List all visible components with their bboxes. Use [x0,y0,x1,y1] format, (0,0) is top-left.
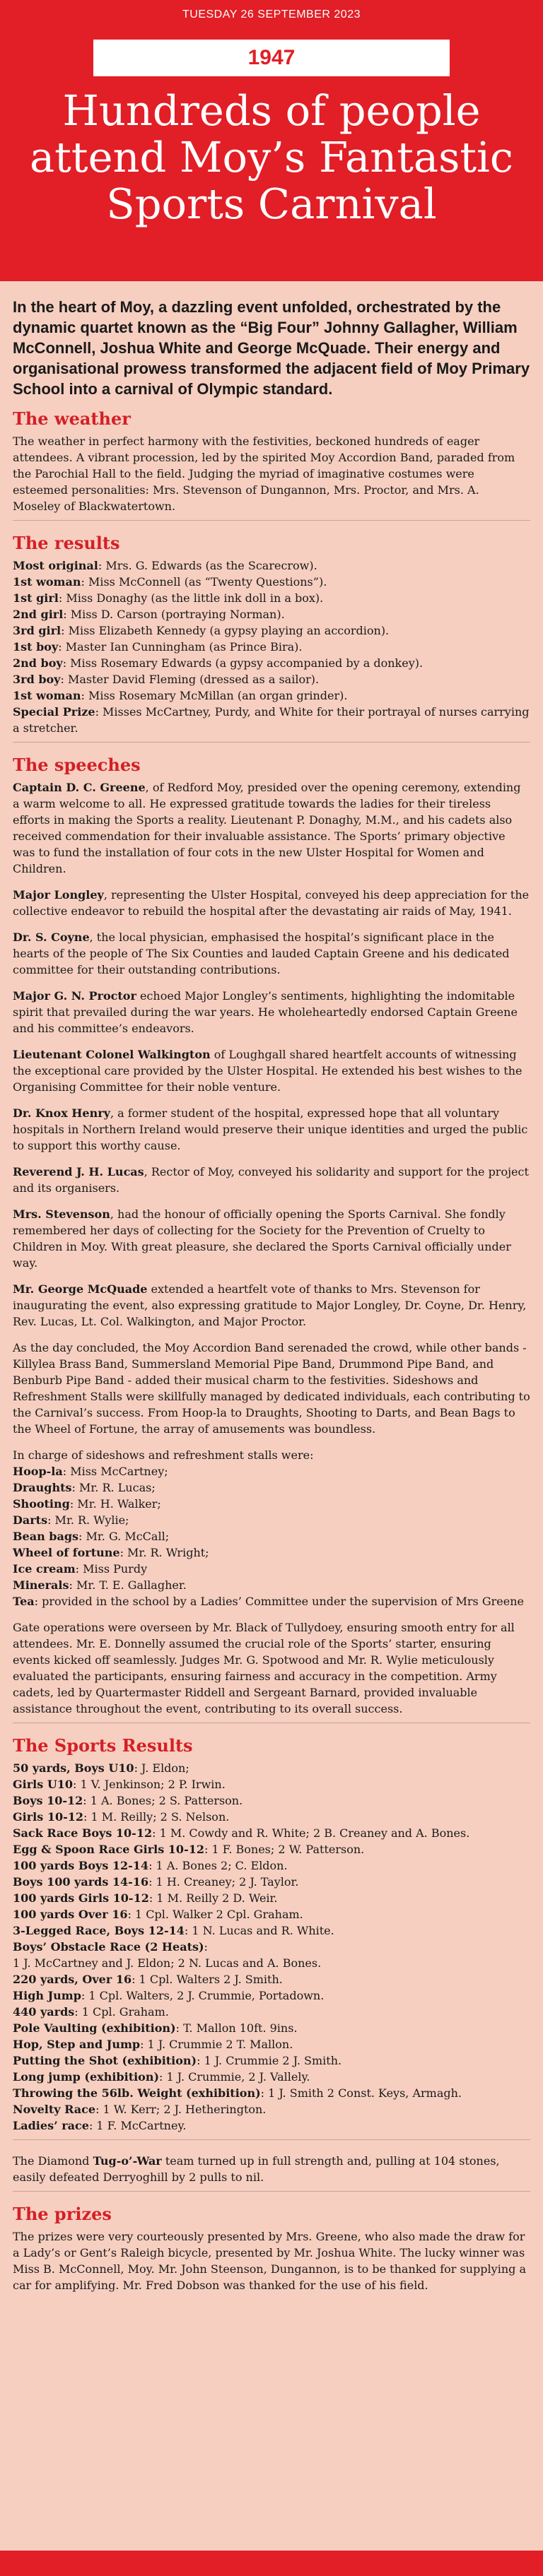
speaker-name: Major G. N. Proctor [13,989,136,1003]
stall-row-value: : Miss Purdy [75,1562,148,1576]
sport-result-row-value: : 1 M. Reilly; 2 S. Nelson. [83,1810,230,1824]
stall-row [13,1561,530,1577]
year-badge [93,40,450,76]
sport-result-row [13,1987,530,2004]
stall-row [13,1577,530,1593]
sport-result-row-label: Boys 10-12 [13,1794,83,1807]
speech-paragraph [13,929,530,978]
stall-row [13,1544,530,1561]
tug-pre: The Diamond [13,2154,93,2168]
headline: Hundreds of people attend Moy’s Fantastic Sports Carnival [30,86,513,228]
sport-result-row [13,1776,530,1792]
sport-result-row [13,1809,530,1825]
sport-result-row-value: : [204,1940,208,1954]
sport-result-row-value: : 1 H. Creaney; 2 J. Taylor. [148,1875,299,1889]
stall-row-value: : provided in the school by a Ladies’ Committee under the supervision of Mrs Greene [34,1595,524,1608]
speech-text: , of Redford Moy, presided over the opening ceremony, extending a warm welcome to all. He expressed gratitude towards the ladies for their tireless efforts in making the Sports a reality. Lieutenant P. Donaghy, M.M., and his cadets also received commendation for their invaluable assistance. The Sports’ primary objective was to fund the installation of four cots in the new Ulster Hospital for Women and Children. [13,781,521,875]
sport-result-row-label: Boys 100 yards 14-16 [13,1875,149,1889]
speaker-name: Reverend J. H. Lucas [13,1165,144,1178]
sport-result-row-label: Novelty Race [13,2103,96,2116]
year-label: 1947 [247,46,296,69]
sport-result-row [13,1890,530,1906]
footer-bar [0,2551,543,2576]
stall-row-label: Wheel of fortune [13,1546,120,1559]
result-row-value: : Miss D. Carson (portraying Norman). [63,608,285,621]
tug-paragraph [13,2153,530,2185]
stall-row-label: Ice cream [13,1562,76,1576]
sport-result-row-label: High Jump [13,1989,81,2002]
speech-text: echoed Major Longley’s sentiments, highlighting the indomitable spirit that prevailed during the war years. He wholeheartedly endorsed Captain Greene and his committee’s endeavors. [13,989,518,1035]
speech-text: , Rector of Moy, conveyed his solidarity and support for the project and its organisers. [13,1165,529,1195]
sport-result-row [13,1906,530,1922]
sport-result-row-label: Long jump (exhibition) [13,2070,160,2084]
speech-text: , had the honour of officially opening the Sports Carnival. She fondly remembered her days of collecting for the Society for the Prevention of Cruelty to Children in Moy. With great pleasure, she declared the Sports Carnival officially under way. [13,1207,511,1270]
sport-result-row-label: Girls 10-12 [13,1810,83,1824]
sport-result-row-label: 100 yards Boys 12-14 [13,1859,149,1872]
stall-row [13,1528,530,1544]
stall-row-value: : Mr. R. Wright; [119,1546,209,1559]
stall-row-label: Bean bags [13,1530,79,1543]
stall-row [13,1479,530,1496]
result-row-label: 3rd girl [13,624,62,637]
result-row [13,606,530,622]
sport-result-row-value: : T. Mallon 10ft. 9ins. [175,2021,298,2035]
article-content [13,297,530,2312]
sport-result-row-value: : 1 Cpl. Walters 2 J. Smith. [132,1973,283,1986]
speech-paragraph [13,1340,530,1437]
sport-result-row-value: : 1 W. Kerr; 2 J. Hetherington. [95,2103,267,2116]
stall-row-label: Hoop-la [13,1465,63,1478]
result-row-value: : Master David Fleming (dressed as a sailor). [60,673,320,686]
stalls-intro: In charge of sideshows and refreshment stalls were: [13,1448,314,1462]
sport-result-row-value: : 1 Cpl. Graham. [74,2005,169,2019]
stall-row-value: : Mr. R. Wylie; [47,1513,129,1527]
stall-row-value: : Miss McCartney; [62,1465,168,1478]
sport-result-row [13,1922,530,1939]
sport-result-row-value: : 1 N. Lucas and R. White. [184,1924,334,1937]
result-row [13,639,530,655]
tug-bold: Tug-o’-War [93,2154,162,2168]
stalls-block [13,1447,530,1609]
speech-list [13,779,530,1437]
stall-row-value: : Mr. T. E. Gallagher. [69,1578,187,1592]
speech-text: , a former student of the hospital, expressed hope that all voluntary hospitals in Northern Ireland would preserve their unique identities and urged the public to support this worthy cause. [13,1106,528,1152]
sport-result-row-label: Boys’ Obstacle Race (2 Heats) [13,1940,204,1954]
sport-result-row [13,1955,530,1971]
speech-paragraph [13,887,530,919]
sport-result-row-value: : 1 Cpl. Walker 2 Cpl. Graham. [127,1908,303,1921]
result-row [13,687,530,704]
speech-text: , the local physician, emphasised the hospital’s significant place in the hearts of the people of The Six Counties and lauded Captain Greene and his dedicated committee for their outstanding contributions. [13,930,510,976]
sport-result-row-label: Hop, Step and Jump [13,2038,141,2051]
result-row-label: 3rd boy [13,673,61,686]
stalls-list [13,1463,530,1609]
intro-paragraph: In the heart of Moy, a dazzling event unfolded, orchestrated by the dynamic quartet known as the “Big Four” Johnny Gallagher, William McConnell, Joshua White and George McQuade. Their energy and organisational prowess transformed the adjacent field of Moy Primary School into a carnival of Olympic standard. [13,298,530,398]
stall-row-label: Shooting [13,1497,70,1511]
sport-result-row-label: 220 yards, Over 16 [13,1973,132,1986]
sport-result-row-label: Pole Vaulting (exhibition) [13,2021,176,2035]
speaker-name: Mr. George McQuade [13,1282,148,1296]
sport-result-row [13,2117,530,2134]
result-row-label: 2nd boy [13,656,63,670]
publish-date: TUESDAY 26 SEPTEMBER 2023 [182,8,361,20]
weather-text: The weather in perfect harmony with the festivities, beckoned hundreds of eager attendees. A vibrant procession, led by the spirited Moy Accordion Band, paraded from the Parochial Hall to the field. Judging the myriad of imaginative costumes were esteemed personalities: Mrs. Stevenson of Dungannon, Mrs. Proctor, and Mrs. A. Moseley of Blackwatertown. [13,435,515,513]
result-row [13,671,530,687]
sport-result-row-label: 100 yards Girls 10-12 [13,1891,149,1905]
speech-paragraph [13,779,530,877]
speech-paragraph [13,988,530,1036]
speaker-name: Lieutenant Colonel Walkington [13,1048,211,1061]
sport-result-row-label: Sack Race Boys 10-12 [13,1826,153,1840]
speech-paragraph [13,1206,530,1271]
sport-result-row [13,2052,530,2069]
sport-result-row-value: : 1 V. Jenkinson; 2 P. Irwin. [73,1778,226,1791]
speeches-heading: The speeches [13,755,141,775]
result-row [13,655,530,671]
sport-result-row-value: : 1 M. Reilly 2 D. Weir. [148,1891,278,1905]
stall-row-value: : Mr. G. McCall; [78,1530,170,1543]
result-row [13,622,530,639]
results-list [13,557,530,736]
result-row-label: 2nd girl [13,608,64,621]
sport-result-row-label: 440 yards [13,2005,75,2019]
sport-result-row [13,2069,530,2085]
sport-result-row [13,1760,530,1776]
tug-section [13,2153,530,2192]
sport-result-row-label: Ladies’ race [13,2119,89,2132]
speaker-name: Captain D. C. Greene [13,781,146,794]
sport-result-row-value: : 1 Cpl. Walters, 2 J. Crummie, Portadown. [81,1989,325,2002]
result-row [13,704,530,736]
speech-text: of Loughgall shared heartfelt accounts of witnessing the exceptional care provided by the Ulster Hospital. He extended his best wishes to the Organising Committee for their noble venture. [13,1048,522,1094]
sport-result-row [13,1841,530,1857]
hero-banner [0,0,543,281]
speaker-name: Dr. Knox Henry [13,1106,110,1120]
sport-result-row-label: 100 yards Over 16 [13,1908,128,1921]
result-row-label: 1st girl [13,591,59,605]
sport-result-row-label: Throwing the 56lb. Weight (exhibition) [13,2086,261,2100]
sport-result-row-value: : 1 F. McCartney. [88,2119,187,2132]
speeches-section [13,755,530,1723]
result-row-value: : Miss Donaghy (as the little ink doll in a box). [58,591,324,605]
stall-row [13,1496,530,1512]
sport-result-row-label: Girls U10 [13,1778,74,1791]
result-row [13,557,530,574]
sport-result-row-label: 50 yards, Boys U10 [13,1761,134,1775]
prizes-heading: The prizes [13,2204,112,2224]
sport-result-row [13,2101,530,2117]
sport-result-row [13,1825,530,1841]
result-row-value: : Miss Rosemary Edwards (a gypsy accompanied by a donkey). [62,656,424,670]
prizes-section [13,2204,530,2299]
stall-row-label: Minerals [13,1578,69,1592]
result-row-label: 1st woman [13,575,81,589]
sport-result-row-value: : 1 A. Bones; 2 S. Patterson. [83,1794,243,1807]
sport-result-row-value: : 1 J. Crummie 2 J. Smith. [197,2054,342,2067]
stall-row-label: Draughts [13,1481,72,1494]
sports-results-list [13,1760,530,2134]
sport-result-row-value: : 1 J. Crummie 2 T. Mallon. [140,2038,293,2051]
result-row-label: 1st woman [13,689,81,702]
stall-row-label: Tea [13,1595,35,1608]
sport-result-row [13,1939,530,1955]
speech-paragraph [13,1105,530,1154]
speech-paragraph [13,1281,530,1330]
sport-result-row [13,2036,530,2052]
sport-result-row-label: 3-Legged Race, Boys 12-14 [13,1924,185,1937]
speech-text: , representing the Ulster Hospital, conveyed his deep appreciation for the collective endeavor to rebuild the hospital after the devastating air raids of May, 1941. [13,888,530,918]
result-row-label: Most original [13,559,98,572]
speaker-name: Mrs. Stevenson [13,1207,110,1221]
sport-result-row-value: : 1 M. Cowdy and R. White; 2 B. Creaney and A. Bones. [152,1826,470,1840]
result-row-value: : Misses McCartney, Purdy, and White for their portrayal of nurses carrying a stretcher. [13,705,530,735]
stall-row-label: Darts [13,1513,48,1527]
stall-row-value: : Mr. H. Walker; [69,1497,161,1511]
sport-result-row [13,2004,530,2020]
result-row-label: 1st boy [13,640,59,654]
sport-result-row [13,1792,530,1809]
sport-result-row-value: : 1 F. Bones; 2 W. Patterson. [204,1843,365,1856]
sports-heading: The Sports Results [13,1735,193,1756]
results-heading: The results [13,533,120,553]
sport-result-row-value: : 1 J. Crummie, 2 J. Vallely. [159,2070,310,2084]
speaker-name: Major Longley [13,888,104,902]
prizes-text: The prizes were very courteously presented by Mrs. Greene, who also made the draw for a Lady’s or Gent’s Raleigh bicycle, presented by Mr. Joshua White. The lucky winner was Miss B. McConnell, Moy. Mr. John Steenson, Dungannon, is to be thanked for supplying a car for amplifying. Mr. Fred Dobson was thanked for the use of his field. [13,2230,526,2292]
sport-result-row-value: : 1 A. Bones 2; C. Eldon. [148,1859,288,1872]
stall-row [13,1512,530,1528]
result-row-value: : Mrs. G. Edwards (as the Scarecrow). [98,559,317,572]
stall-row [13,1593,530,1609]
sport-result-row [13,2085,530,2101]
stall-row [13,1463,530,1479]
sport-result-row-value: 1 J. McCartney and J. Eldon; 2 N. Lucas and A. Bones. [13,1956,322,1970]
sport-result-row [13,1857,530,1874]
sport-result-row-label: Putting the Shot (exhibition) [13,2054,197,2067]
sport-result-row [13,1971,530,1987]
result-row-value: : Miss Elizabeth Kennedy (a gypsy playing an accordion). [61,624,390,637]
result-row-value: : Master Ian Cunningham (as Prince Bira). [58,640,303,654]
result-row [13,574,530,590]
results-section [13,533,530,743]
sports-section [13,1736,530,2140]
result-row-value: : Miss Rosemary McMillan (an organ grinder). [81,689,348,702]
weather-heading: The weather [13,408,131,429]
sport-result-row-label: Egg & Spoon Race Girls 10-12 [13,1843,204,1856]
sport-result-row-value: : J. Eldon; [134,1761,189,1775]
speaker-name: Dr. S. Coyne [13,930,90,944]
sport-result-row [13,2020,530,2036]
speech-text: extended a heartfelt vote of thanks to Mrs. Stevenson for inaugurating the event, also expressing gratitude to Major Longley, Dr. Coyne, Dr. Henry, Rev. Lucas, Lt. Col. Walkington, and Major Proctor. [13,1282,527,1328]
sport-result-row [13,1874,530,1890]
result-row-value: : Miss McConnell (as “Twenty Questions”). [81,575,327,589]
tug-post: team turned up in full strength and, pulling at 104 stones, easily defeated Derryoghill by 2 pulls to nil. [13,2154,500,2184]
result-row [13,590,530,606]
speech-text: As the day concluded, the Moy Accordion Band serenaded the crowd, while other bands - Killylea Brass Band, Summersland Memorial Pipe Band, Drummond Pipe Band, and Benburb Pipe Band - added their musical charm to the festivities. Sideshows and Refreshment Stalls were skillfully managed by dedicated individuals, each contributing to the Carnival’s success. From Hoop-la to Draughts, Shooting to Darts, and Bean Bags to the Wheel of Fortune, the array of amusements was boundless. [13,1341,530,1436]
gate-paragraph: Gate operations were overseen by Mr. Black of Tullydoey, ensuring smooth entry for all attendees. Mr. E. Donnelly assumed the crucial role of the Sports’ starter, ensuring events kicked off seamlessly. Judges Mr. G. Spotwood and Mr. R. Wylie meticulously evaluated the participants, ensuring fairness and accuracy in the competition. Army cadets, led by Quartermaster Riddell and Sergeant Barnard, provided invaluable assistance throughout the event, contributing to its overall success. [13,1621,515,1715]
sport-result-row-value: : 1 J. Smith 2 Const. Keys, Armagh. [260,2086,462,2100]
weather-section [13,409,530,521]
speech-paragraph [13,1164,530,1196]
result-row-label: Special Prize [13,705,95,719]
stall-row-value: : Mr. R. Lucas; [71,1481,156,1494]
speech-paragraph [13,1046,530,1095]
